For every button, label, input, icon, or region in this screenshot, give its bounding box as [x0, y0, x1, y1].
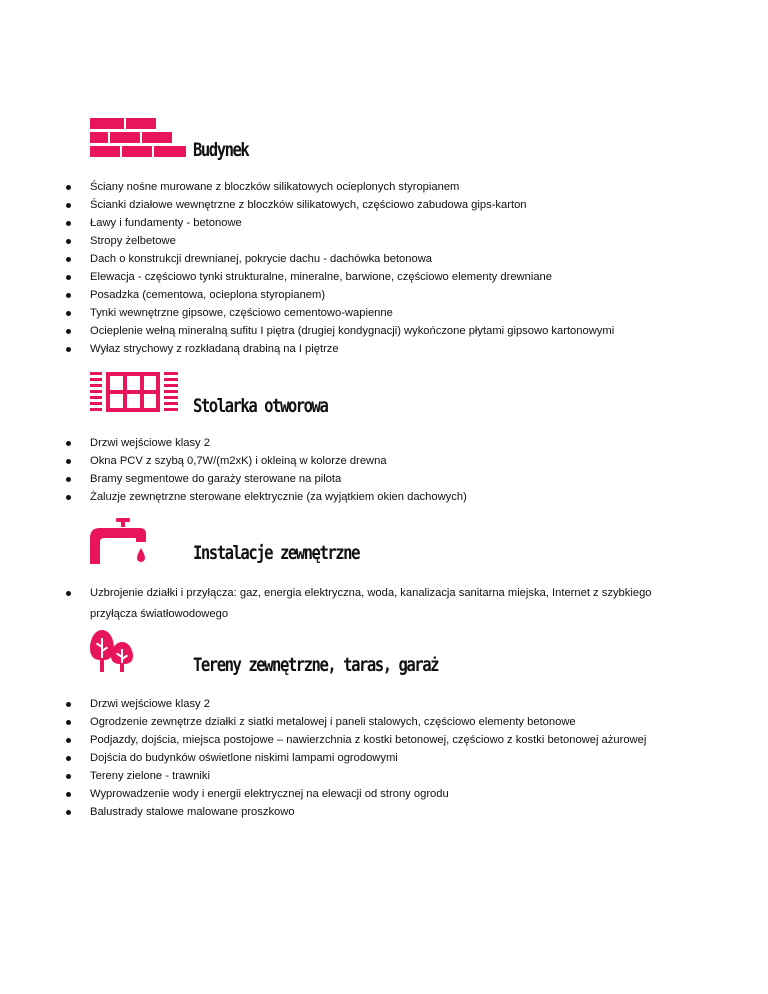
list-item: Wyłaz strychowy z rozkładaną drabiną na I piętrze — [0, 340, 690, 358]
section-title: Budynek — [193, 139, 249, 161]
list-item: Ogrodzenie zewnętrze działki z siatki metalowej i paneli stalowych, częściowo elementy betonowe — [0, 713, 690, 731]
bullet-icon — [66, 477, 71, 482]
list-item: Ściany nośne murowane z bloczków silikatowych ocieplonych styropianem — [0, 178, 690, 196]
bullet-icon — [66, 347, 71, 352]
bullet-icon — [66, 203, 71, 208]
bullet-icon — [66, 329, 71, 334]
brick-wall-icon — [90, 118, 186, 160]
bullet-icon — [66, 441, 71, 446]
list-budynek — [0, 178, 768, 358]
bullet-icon — [66, 459, 71, 464]
list-item: Stropy żelbetowe — [0, 232, 690, 250]
list-item: Posadzka (cementowa, ocieplona styropianem) — [0, 286, 690, 304]
bullet-icon — [66, 311, 71, 316]
list-item: Wyprowadzenie wody i energii elektrycznej na elewacji od strony ogrodu — [0, 785, 690, 803]
list-item: Ścianki działowe wewnętrzne z bloczków silikatowych, częściowo zabudowa gips-karton — [0, 196, 690, 214]
bullet-icon — [66, 293, 71, 298]
list-item: Podjazdy, dojścia, miejsca postojowe – nawierzchnia z kostki betonowej, częściowo z kostki betonowej ażurowej — [0, 731, 690, 749]
bullet-icon — [66, 792, 71, 797]
bullet-icon — [66, 591, 71, 596]
list-tereny — [0, 695, 768, 821]
bullet-icon — [66, 239, 71, 244]
bullet-icon — [66, 810, 71, 815]
bullet-icon — [66, 275, 71, 280]
list-item: Elewacja - częściowo tynki strukturalne, mineralne, barwione, częściowo elementy drewniane — [0, 268, 690, 286]
list-item: Dojścia do budynków oświetlone niskimi lampami ogrodowymi — [0, 749, 690, 767]
list-item: Drzwi wejściowe klasy 2 — [0, 695, 690, 713]
list-item: Tynki wewnętrzne gipsowe, częściowo cementowo-wapienne — [0, 304, 690, 322]
list-item: Ławy i fundamenty - betonowe — [0, 214, 690, 232]
bullet-icon — [66, 221, 71, 226]
bullet-icon — [66, 702, 71, 707]
list-item: Balustrady stalowe malowane proszkowo — [0, 803, 690, 821]
list-item: Drzwi wejściowe klasy 2 — [0, 434, 690, 452]
list-instalacje — [0, 583, 768, 625]
water-tap-icon — [90, 518, 150, 566]
bullet-icon — [66, 774, 71, 779]
section-title: Instalacje zewnętrzne — [193, 542, 359, 564]
section-title: Tereny zewnętrzne, taras, garaż — [193, 654, 439, 676]
list-item: Okna PCV z szybą 0,7W/(m2xK) i okleiną w kolorze drewna — [0, 452, 690, 470]
list-item: Uzbrojenie działki i przyłącza: gaz, energia elektryczna, woda, kanalizacja sanitarna miejska, Internet z szybkiego przyłącza światłowodowego — [0, 583, 690, 625]
list-item: Tereny zielone - trawniki — [0, 767, 690, 785]
bullet-icon — [66, 720, 71, 725]
bullet-icon — [66, 756, 71, 761]
list-item: Ocieplenie wełną mineralną sufitu I piętra (drugiej kondygnacji) wykończone płytami gipsowo kartonowymi — [0, 322, 690, 340]
section-title: Stolarka otworowa — [193, 395, 328, 417]
window-icon — [90, 372, 178, 414]
list-item: Dach o konstrukcji drewnianej, pokrycie dachu - dachówka betonowa — [0, 250, 690, 268]
list-item: Żaluzje zewnętrzne sterowane elektrycznie (za wyjątkiem okien dachowych) — [0, 488, 690, 506]
list-item: Bramy segmentowe do garaży sterowane na pilota — [0, 470, 690, 488]
bullet-icon — [66, 738, 71, 743]
bullet-icon — [66, 257, 71, 262]
list-stolarka — [0, 434, 768, 506]
bullet-icon — [66, 495, 71, 500]
trees-icon — [90, 630, 134, 672]
bullet-icon — [66, 185, 71, 190]
